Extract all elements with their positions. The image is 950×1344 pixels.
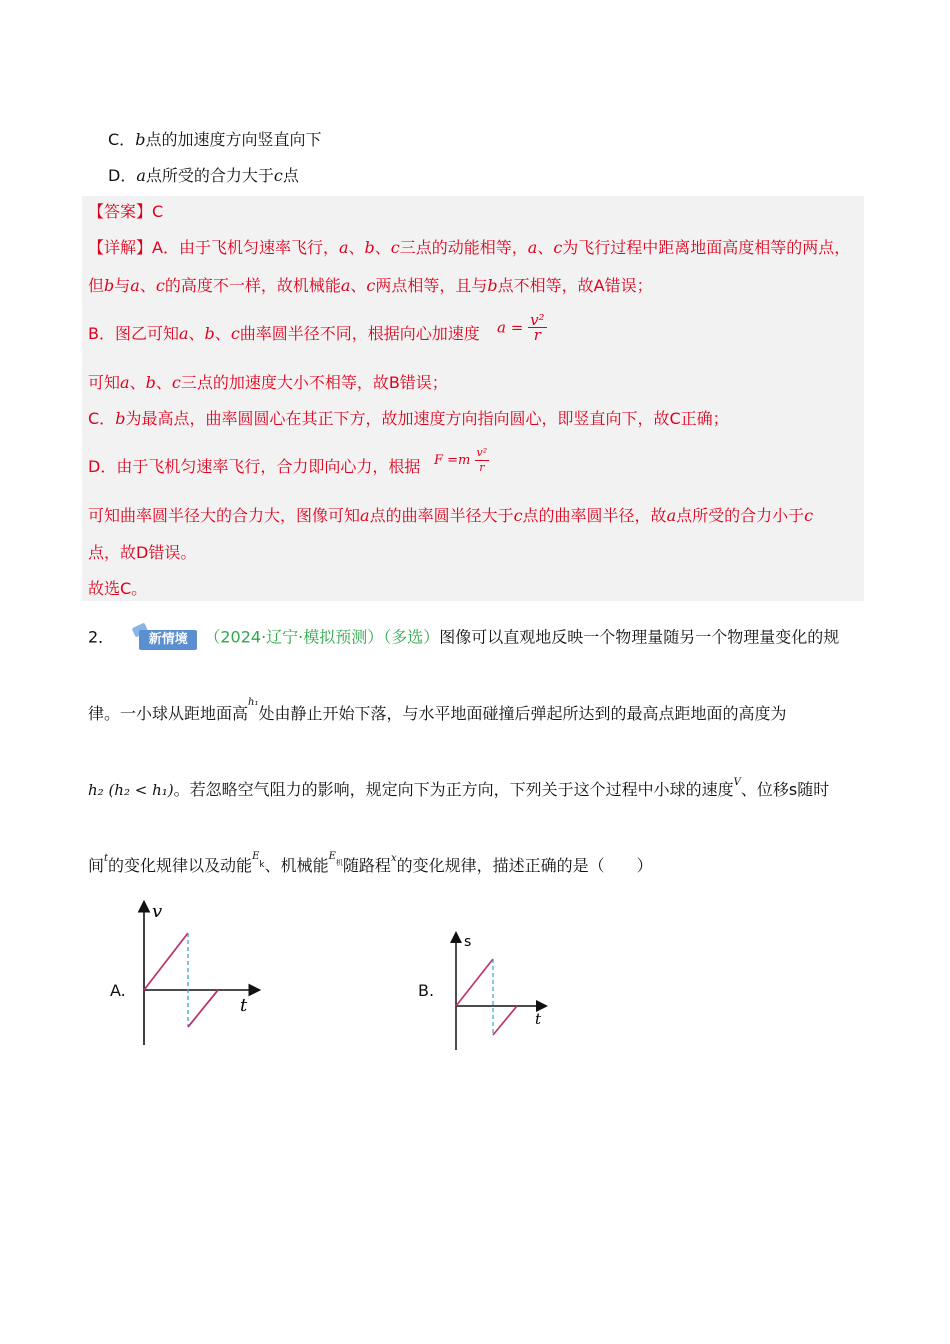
new-context-badge: 新情境 xyxy=(133,625,199,651)
question-2-line-2: 律。一小球从距地面高$^{h_1}$处由静止开始下落，与水平地面碰撞后弹起所达到的最高点距地面的高度为 xyxy=(88,697,787,723)
h2-condition: h₂ (h₂ < h₁) xyxy=(88,781,174,799)
detail-line-d3: 点，故D错误。 xyxy=(88,543,197,562)
question-number: 2． xyxy=(88,627,115,647)
detail-line-c: C．b为最高点，曲率圆圆心在其正下方，故加速度方向指向圆心，即竖直向下，故C正确； xyxy=(88,409,729,428)
graph-b-rise-line xyxy=(493,1006,517,1035)
question-source: （2024·辽宁·模拟预测）（多选） xyxy=(204,627,440,647)
graph-a-y-label: v xyxy=(152,901,163,922)
graph-b-x-label: t xyxy=(535,1010,542,1028)
detail-final: 故选C。 xyxy=(88,579,148,598)
formula-force: F =m $\frac{\text{v²}}{r}$ xyxy=(434,446,488,474)
graph-a-rise-line xyxy=(188,990,218,1027)
option-d: D．a点所受的合力大于c点 xyxy=(108,166,299,185)
graph-b-fall-line xyxy=(456,959,493,1006)
h1-symbol: h₁ xyxy=(248,697,259,708)
graph-a-x-label: t xyxy=(240,995,248,1016)
graph-b-displacement-time xyxy=(445,928,555,1053)
detail-line-d2: 可知曲率圆半径大的合力大，图像可知a点的曲率圆半径大于c点的曲率圆半径，故a点所受的合力小于c xyxy=(88,506,814,525)
detail-line-2: 但b与a、c的高度不一样，故机械能a、c两点相等，且与b点不相等，故A错误； xyxy=(88,276,653,295)
graph-a-velocity-time xyxy=(130,895,280,1050)
graph-a-fall-line xyxy=(144,933,188,990)
graph-b-y-label: s xyxy=(464,934,472,950)
detail-line-1: 【详解】A．由于飞机匀速率飞行，a、b、c三点的动能相等，a、c为飞行过程中距离地面高度相等的两点， xyxy=(88,238,851,257)
graph-a-label: A. xyxy=(110,981,126,1000)
question-2-line-3: h₂ (h₂ < h₁)。若忽略空气阻力的影响，规定向下为正方向，下列关于这个过程中小球的速度$^V$、位移s随时 xyxy=(88,777,830,799)
question-2-line-1: 2． 新情境 （2024·辽宁·模拟预测）（多选）图像可以直观地反映一个物理量随另一个物理量变化的规 xyxy=(88,625,839,651)
detail-line-b: B．图乙可知a、b、c曲率圆半径不同，根据向心加速度 xyxy=(88,324,480,343)
detail-line-b2: 可知a、b、c三点的加速度大小不相等，故B错误； xyxy=(88,373,448,392)
answer-header: 【答案】C xyxy=(88,202,164,221)
formula-acceleration: a = $\frac{\text{v²}}{r}$ xyxy=(497,311,545,344)
graph-b-label: B. xyxy=(418,981,435,1000)
question-2-line-4: 间$^t$的变化规律以及动能$^{Ek}$、机械能$^{E机}$随路程$^x$的变化规律，描述正确的是（ ） xyxy=(88,851,653,875)
option-c: C．b点的加速度方向竖直向下 xyxy=(108,130,322,149)
detail-line-d: D．由于飞机匀速率飞行，合力即向心力，根据 xyxy=(88,457,421,476)
